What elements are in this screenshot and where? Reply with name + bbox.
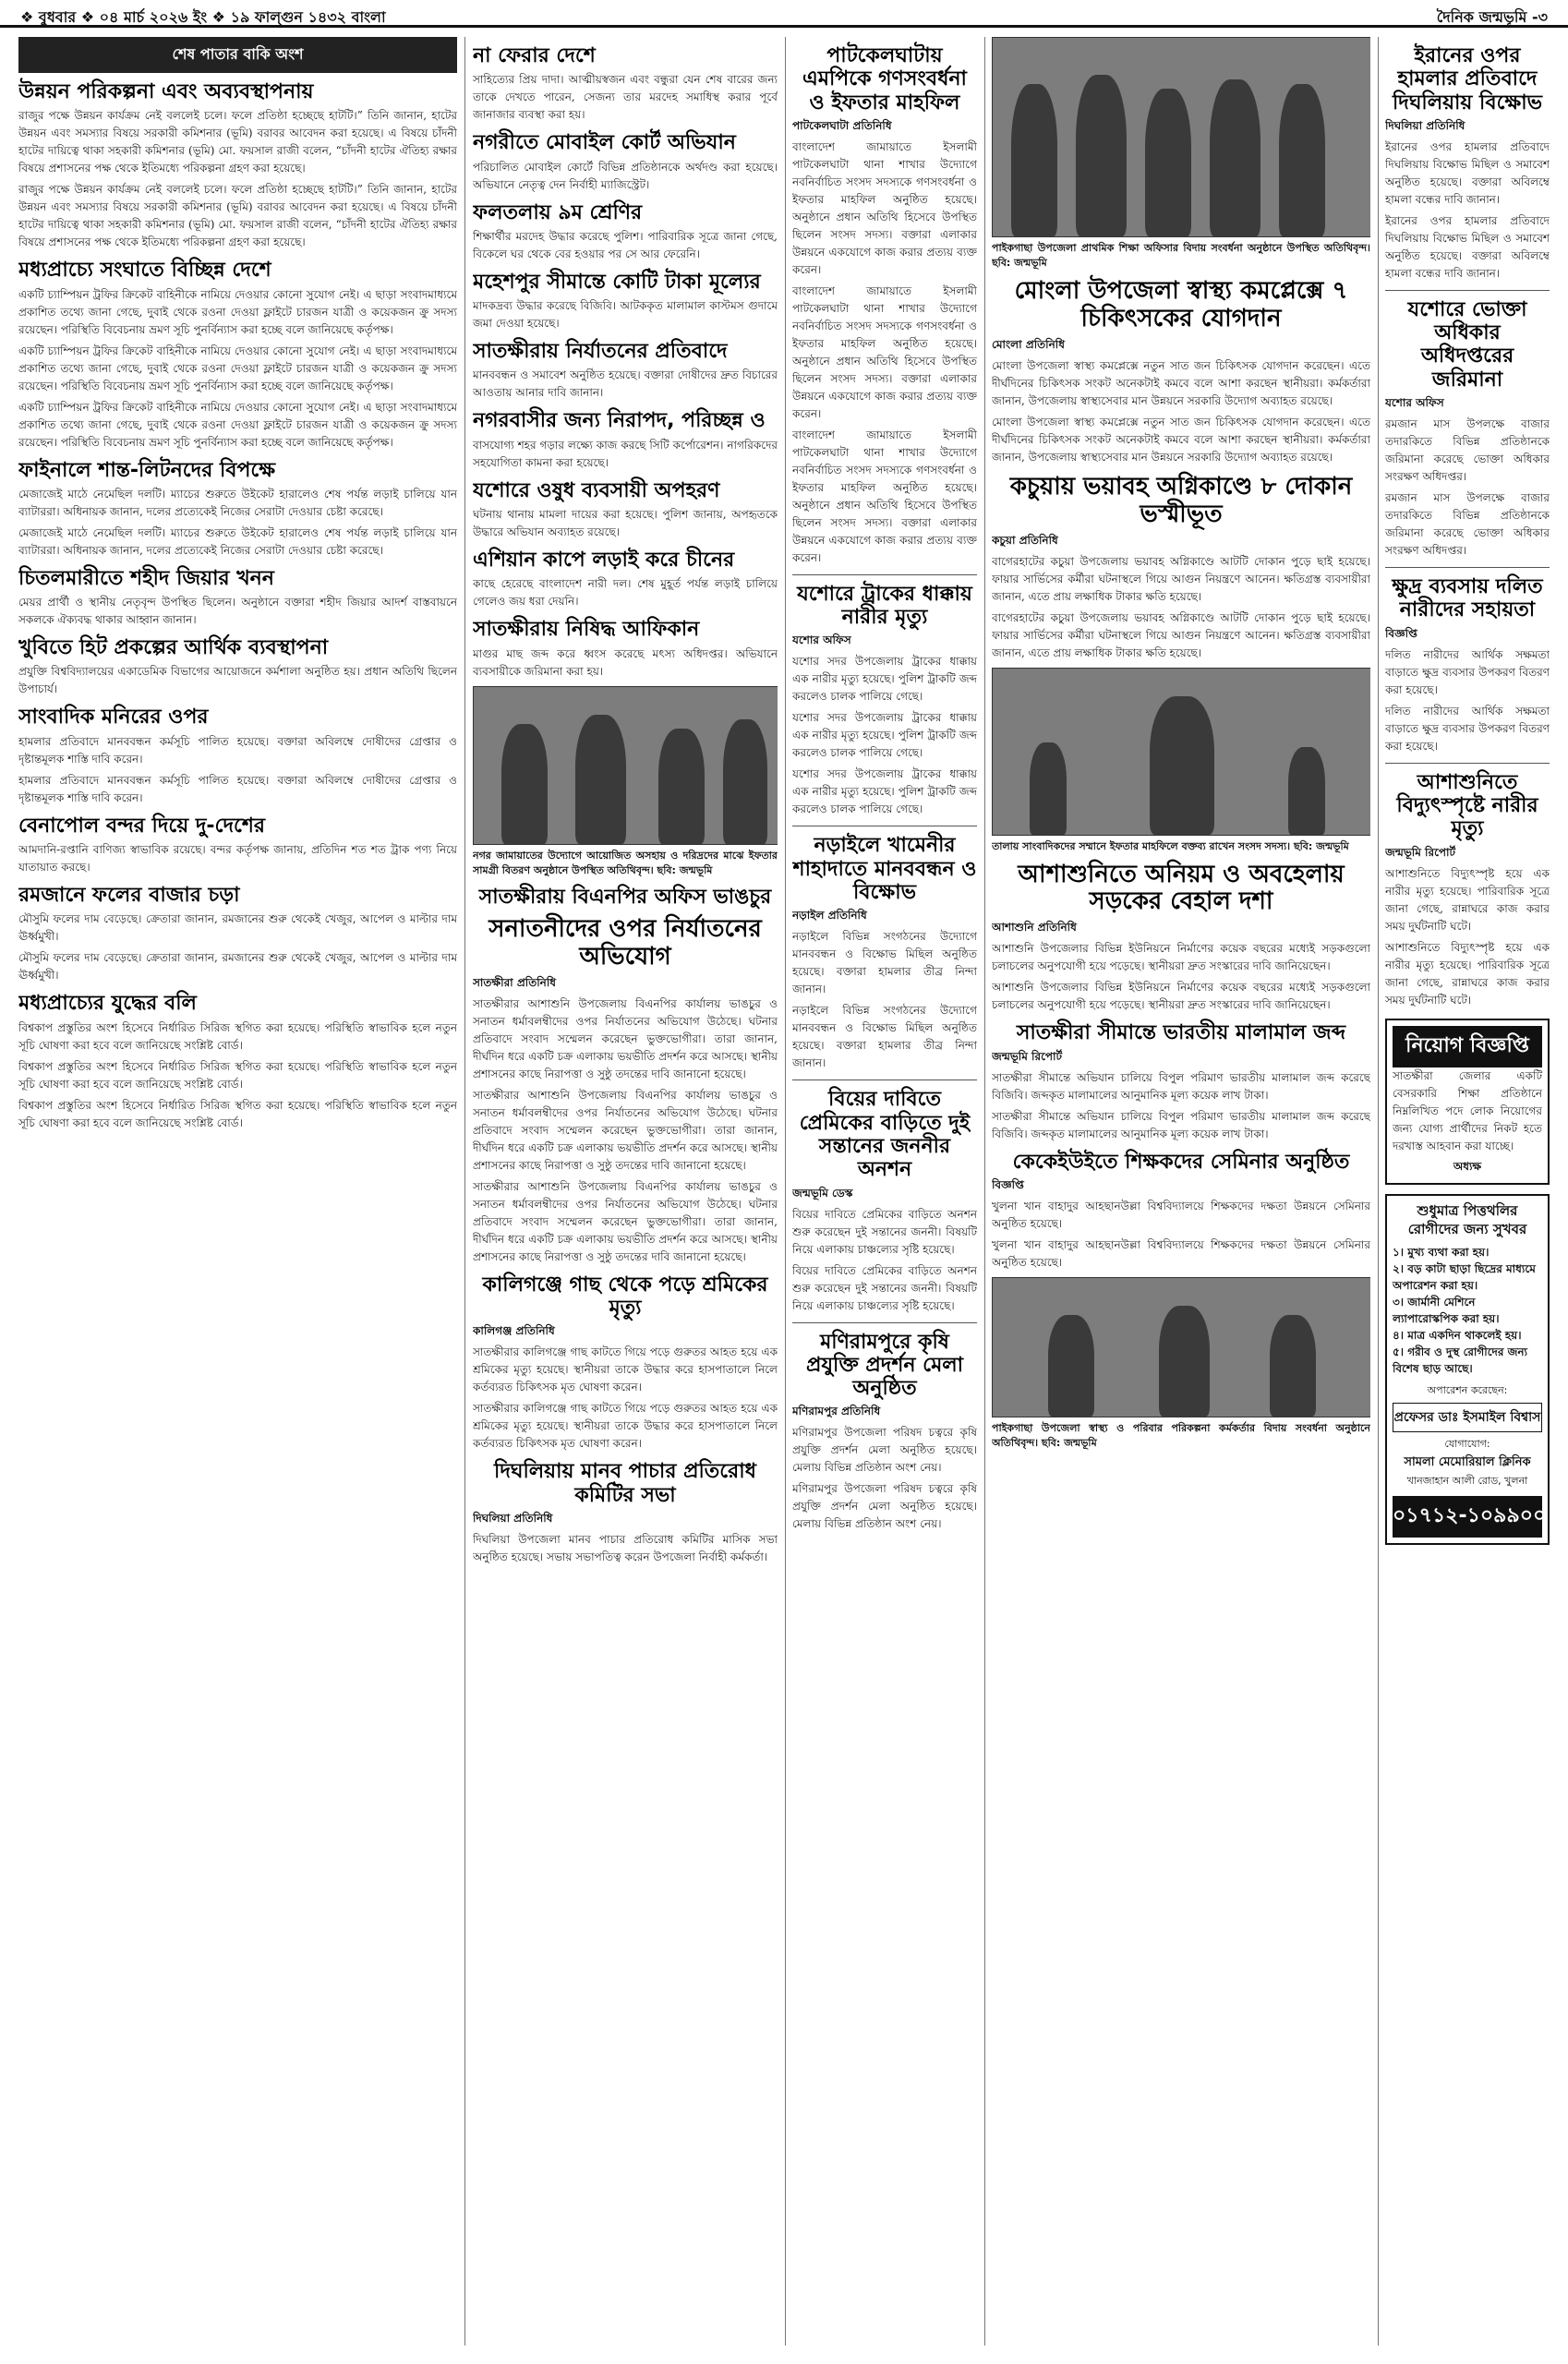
page-header xyxy=(0,0,1568,28)
headline[interactable]: কচুয়ায় ভয়াবহ অগ্নিকাণ্ডে ৮ দোকান ভস্মীভূত xyxy=(1009,472,1353,528)
article-body: যশোর সদর উপজেলায় ট্রাকের ধাক্কায় এক নারীর মৃত্যু হয়েছে। পুলিশ ট্রাকটি জব্দ করলেও চালক পালিয়ে গেছে। xyxy=(792,711,977,760)
column-4 xyxy=(992,37,1370,2346)
article-body: মেজাজেই মাঠে নেমেছিল দলটি। ম্যাচের শুরুতে উইকেট হারালেও শেষ পর্যন্ত লড়াই চালিয়ে যান ব্যাটাররা। অধিনায়ক জানান, দলের প্রত্যেকেই নিজের সেরাটা দেওয়ার চেষ্টা করেছে। xyxy=(18,487,457,518)
ad-address: খানজাহান আলী রোড, খুলনা xyxy=(1406,1474,1528,1487)
article-body: দলিত নারীদের আর্থিক সক্ষমতা বাড়াতে ক্ষুদ্র ব্যবসার উপকরণ বিতরণ করা হয়েছে। xyxy=(1385,647,1550,696)
reporter: নড়াইল প্রতিনিধি xyxy=(792,909,867,923)
section-band: শেষ পাতার বাকি অংশ xyxy=(18,37,457,73)
article-body: বিশ্বকাপ প্রস্তুতির অংশ হিসেবে নির্ধারিত সিরিজ স্থগিত করা হয়েছে। পরিস্থিতি স্বাভাবিক হলে নতুন সূচি ঘোষণা করা হবে বলে জানিয়েছে সংশ্লিষ্ট বোর্ড। xyxy=(18,1020,457,1052)
headline[interactable]: ক্ষুদ্র ব্যবসায় দলিত নারীদের সহায়তা xyxy=(1392,575,1543,622)
photo-caption: পাইকগাছা উপজেলা স্বাস্থ্য ও পরিবার পরিকল্পনা কর্মকর্তার বিদায় সংবর্ধনা অনুষ্ঠানে অতিথিবৃন্দ। ছবি: জন্মভূমি xyxy=(992,1421,1370,1449)
divider xyxy=(1385,763,1550,764)
headline[interactable]: সাতক্ষীরায় নিষিদ্ধ আফিকান xyxy=(473,618,700,642)
headline[interactable]: বেনাপোল বন্দর দিয়ে দু-দেশের xyxy=(18,814,265,838)
divider xyxy=(792,574,977,575)
headline[interactable]: যশোরে ভোক্তা অধিকার অধিদপ্তরের জরিমানা xyxy=(1407,297,1527,392)
headline[interactable]: সাতক্ষীরা সীমান্তে ভারতীয় মালামাল জব্দ xyxy=(1016,1021,1346,1045)
article-body: খুলনা খান বাহাদুর আহছানউল্লা বিশ্ববিদ্যালয়ে শিক্ষকদের দক্ষতা উন্নয়নে সেমিনার অনুষ্ঠিত হয়েছে। xyxy=(992,1199,1370,1230)
headline[interactable]: ফলতলায় ৯ম শ্রেণির xyxy=(473,200,643,224)
ad-by-label: অপারেশন করেছেন: xyxy=(1427,1383,1508,1396)
reporter: সাতক্ষীরা প্রতিনিধি xyxy=(473,975,556,989)
article-body: একটি চ্যাম্পিয়ন ট্রফির ক্রিকেট বাহিনীকে নামিয়ে দেওয়ার কোনো সুযোগ নেই। এ ছাড়া সংবাদমাধ্যমে প্রকাশিত তথ্যে জানা গেছে, দুবাই থেকে রওনা দেওয়া ফ্লাইটে চারজন যাত্রী ও কয়েকজন ক্রু সদস্য রয়েছেন। পরিস্থিতি বিবেচনায় ভ্রমণ সূচি পুনর্বিন্যাস করা হচ্ছে বলে জানিয়েছে কর্তৃপক্ষ। xyxy=(18,287,457,336)
article-body: আশাশুনি উপজেলার বিভিন্ন ইউনিয়নে নির্মাণের কয়েক বছরের মধ্যেই সড়কগুলো চলাচলের অনুপযোগী হয়ে পড়েছে। স্থানীয়রা দ্রুত সংস্কারের দাবি জানিয়েছেন। xyxy=(992,981,1370,1012)
headline[interactable]: সাতক্ষীরায় বিএনপির অফিস ভাঙচুর xyxy=(478,885,772,909)
reporter: যশোর অফিস xyxy=(792,633,851,647)
ad-list-item: ২। বড় কাটা ছাড়া ছিদ্রের মাধ্যমে অপারেশন করা হয়। xyxy=(1393,1261,1536,1292)
ad-clinic: সামলা মেমোরিয়াল ক্লিনিক xyxy=(1404,1454,1531,1469)
column-1 xyxy=(18,37,457,2346)
article-body: বাগেরহাটের কচুয়া উপজেলায় ভয়াবহ অগ্নিকাণ্ডে আটটি দোকান পুড়ে ছাই হয়েছে। ফায়ার সার্ভিসের কর্মীরা ঘটনাস্থলে গিয়ে আগুন নিয়ন্ত্রণে আনেন। ক্ষতিগ্রস্ত ব্যবসায়ীরা জানান, এতে প্রায় লক্ষাধিক টাকার ক্ষতি হয়েছে। xyxy=(992,610,1370,659)
headline[interactable]: না ফেরার দেশে xyxy=(473,44,596,67)
headline[interactable]: মহেশপুর সীমান্তে কোটি টাকা মূল্যের xyxy=(473,270,761,294)
article-body: ইরানের ওপর হামলার প্রতিবাদে দিঘলিয়ায় বিক্ষোভ মিছিল ও সমাবেশ অনুষ্ঠিত হয়েছে। বক্তারা অবিলম্বে হামলা বন্ধের দাবি জানান। xyxy=(1385,139,1550,206)
article-body: সাতক্ষীরা সীমান্তে অভিযান চালিয়ে বিপুল পরিমাণ ভারতীয় মালামাল জব্দ করেছে বিজিবি। জব্দকৃত মালামালের আনুমানিক মূল্য কয়েক লাখ টাকা। xyxy=(992,1070,1370,1102)
headline[interactable]: খুবিতে হিট প্রকল্পের আর্থিক ব্যবস্থাপনা xyxy=(18,636,329,660)
headline[interactable]: যশোরে ট্রাকের ধাক্কায় নারীর মৃত্যু xyxy=(797,582,972,630)
article-body: প্রযুক্তি বিশ্ববিদ্যালয়ের একাডেমিক বিভাগের আয়োজনে কর্মশালা অনুষ্ঠিত হয়। প্রধান অতিথি ছিলেন উপাচার্য। xyxy=(18,665,457,696)
article-body: রাজুর পক্ষে উন্নয়ন কার্যক্রম নেই বললেই চলে। ফলে প্রতিষ্ঠা হচ্ছেছে হাটটি।” তিনি জানান, হাটের উন্নয়ন এবং সমস্যার বিষয়ে সরকারী কমিশনার (ভূমি) বরাবর আবেদন করা হয়েছে। এ বিষয়ে চাঁদনী হাটের দায়িত্বে থাকা সহকারী কমিশনার (ভূমি) মো. ফয়সাল রাজী বলেন, “চাঁদনী হাটের ঐতিহ্য রক্ষার বিষয়ে প্রশাসনের পক্ষ থেকে ইতিমধ্যে পরিকল্পনা গ্রহণ করা হয়েছে। xyxy=(18,109,457,175)
reporter: মোংলা প্রতিনিধি xyxy=(992,337,1065,351)
article-body: বিশ্বকাপ প্রস্তুতির অংশ হিসেবে নির্ধারিত সিরিজ স্থগিত করা হয়েছে। পরিস্থিতি স্বাভাবিক হলে নতুন সূচি ঘোষণা করা হবে বলে জানিয়েছে সংশ্লিষ্ট বোর্ড। xyxy=(18,1098,457,1129)
photo-caption: পাইকগাছা উপজেলা প্রাথমিক শিক্ষা অফিসার বিদায় সংবর্ধনা অনুষ্ঠানে উপস্থিত অতিথিবৃন্দ। ছবি: জন্মভূমি xyxy=(992,242,1370,269)
headline[interactable]: মধ্যপ্রাচ্যে সংঘাতে বিচ্ছিন্ন দেশে xyxy=(18,259,271,283)
article-body: মাগুর মাছ জব্দ করে ধ্বংস করেছে মৎস্য অধিদপ্তর। অভিযানে ব্যবসায়ীকে জরিমানা করা হয়। xyxy=(473,646,778,678)
headline[interactable]: মধ্যপ্রাচ্যের যুদ্ধের বলি xyxy=(18,992,197,1016)
article-body: শিক্ষার্থীর মরদেহ উদ্ধার করেছে পুলিশ। পারিবারিক সূত্রে জানা গেছে, বিকেলে ঘর থেকে বের হওয়ার পর সে আর ফেরেনি। xyxy=(473,229,778,260)
article-body: মেয়র প্রার্থী ও স্থানীয় নেতৃবৃন্দ উপস্থিত ছিলেন। অনুষ্ঠানে বক্তারা শহীদ জিয়ার আদর্শ বাস্তবায়নে সকলকে ঐক্যবদ্ধ থাকার আহ্বান জানান। xyxy=(18,596,457,627)
column-divider xyxy=(464,37,465,2346)
ad-signature: অধ্যক্ষ xyxy=(1453,1159,1482,1173)
photo-caption: নগর জামায়াতের উদ্যোগে আয়োজিত অসহায় ও দরিদ্রদের মাঝে ইফতার সামগ্রী বিতরণ অনুষ্ঠানে উপস্থিত অতিথিবৃন্দ। ছবি: জন্মভূমি xyxy=(473,849,778,876)
article-body: সাতক্ষীরার আশাশুনি উপজেলায় বিএনপির কার্যালয় ভাঙচুর ও সনাতন ধর্মাবলম্বীদের ওপর নির্যাতনের অভিযোগ উঠেছে। ঘটনার প্রতিবাদে সংবাদ সম্মেলন করেছেন ভুক্তভোগীরা। তারা জানান, দীর্ঘদিন ধরে একটি চক্র এলাকায় ভয়ভীতি প্রদর্শন করে আসছে। স্থানীয় প্রশাসনের কাছে নিরাপত্তা ও সুষ্ঠু তদন্তের দাবি জানানো হয়েছে। xyxy=(473,1179,778,1263)
article-body: মৌসুমি ফলের দাম বেড়েছে। ক্রেতারা জানান, রমজানের শুরু থেকেই খেজুর, আপেল ও মাল্টার দাম ঊর্ধ্বমুখী। xyxy=(18,912,457,944)
reporter: দিঘলিয়া প্রতিনিধি xyxy=(473,1511,553,1525)
headline[interactable]: বিয়ের দাবিতে প্রেমিকের বাড়িতে দুই সন্তানের জননীর অনশন xyxy=(799,1088,971,1182)
column-5 xyxy=(1385,37,1550,2346)
article-body: রমজান মাস উপলক্ষে বাজার তদারকিতে বিভিন্ন প্রতিষ্ঠানকে জরিমানা করেছে ভোক্তা অধিকার সংরক্ষণ অধিদপ্তর। xyxy=(1385,491,1550,558)
article-body: নড়াইলে বিভিন্ন সংগঠনের উদ্যোগে মানববন্ধন ও বিক্ষোভ মিছিল অনুষ্ঠিত হয়েছে। বক্তারা হামলার তীব্র নিন্দা জানান। xyxy=(792,930,977,996)
reporter: কচুয়া প্রতিনিধি xyxy=(992,533,1058,547)
headline[interactable]: ফাইনালে শান্ত-লিটনদের বিপক্ষে xyxy=(18,458,276,482)
article-body: মোংলা উপজেলা স্বাস্থ্য কমপ্লেক্সে নতুন সাত জন চিকিৎসক যোগদান করেছেন। এতে দীর্ঘদিনের চিকিৎসক সংকট অনেকটাই কমবে বলে আশা করছেন স্থানীয়রা। কর্মকর্তারা জানান, উপজেলায় স্বাস্থ্যসেবার মান উন্নয়নে সরকারি উদ্যোগ অব্যাহত রয়েছে। xyxy=(992,358,1370,407)
news-photo xyxy=(992,1277,1370,1417)
divider xyxy=(792,1079,977,1080)
column-divider xyxy=(1378,37,1379,2346)
article-body: মৌসুমি ফলের দাম বেড়েছে। ক্রেতারা জানান, রমজানের শুরু থেকেই খেজুর, আপেল ও মাল্টার দাম ঊর্ধ্বমুখী। xyxy=(18,951,457,983)
headline[interactable]: চিতলমারীতে শহীদ জিয়ার খনন xyxy=(18,566,274,590)
headline[interactable]: উন্নয়ন পরিকল্পনা এবং অব্যবস্থাপনায় xyxy=(18,80,314,103)
article-body: হামলার প্রতিবাদে মানববন্ধন কর্মসূচি পালিত হয়েছে। বক্তারা অবিলম্বে দোষীদের গ্রেপ্তার ও দৃষ্টান্তমূলক শাস্তি দাবি করেন। xyxy=(18,734,457,766)
headline[interactable]: নগরীতে মোবাইল কোর্ট অভিযান xyxy=(473,131,736,155)
column-3 xyxy=(792,37,977,2346)
article-body: রমজান মাস উপলক্ষে বাজার তদারকিতে বিভিন্ন প্রতিষ্ঠানকে জরিমানা করেছে ভোক্তা অধিকার সংরক্ষণ অধিদপ্তর। xyxy=(1385,417,1550,484)
clinic-ad xyxy=(1385,1194,1550,1545)
article-body: কাছে হেরেছে বাংলাদেশ নারী দল। শেষ মুহূর্ত পর্যন্ত লড়াই চালিয়ে গেলেও জয় ধরা দেয়নি। xyxy=(473,577,778,609)
reporter: দিঘলিয়া প্রতিনিধি xyxy=(1385,118,1465,132)
article-body: বিয়ের দাবিতে প্রেমিকের বাড়িতে অনশন শুরু করেছেন দুই সন্তানের জননী। বিষয়টি নিয়ে এলাকায় চাঞ্চল্যের সৃষ্টি হয়েছে। xyxy=(792,1207,977,1256)
ad-list xyxy=(1393,1244,1542,1377)
reporter: জন্মভূমি রিপোর্ট xyxy=(992,1049,1063,1063)
headline[interactable]: সাংবাদিক মনিরের ওপর xyxy=(18,706,209,730)
ad-title: নিয়োগ বিজ্ঞপ্তি xyxy=(1393,1026,1542,1067)
article-body: মানববন্ধন ও সমাবেশ অনুষ্ঠিত হয়েছে। বক্তারা দোষীদের দ্রুত বিচারের আওতায় আনার দাবি জানান। xyxy=(473,368,778,400)
article-body: মোংলা উপজেলা স্বাস্থ্য কমপ্লেক্সে নতুন সাত জন চিকিৎসক যোগদান করেছেন। এতে দীর্ঘদিনের চিকিৎসক সংকট অনেকটাই কমবে বলে আশা করছেন স্থানীয়রা। কর্মকর্তারা জানান, উপজেলায় স্বাস্থ্যসেবার মান উন্নয়নে সরকারি উদ্যোগ অব্যাহত রয়েছে। xyxy=(992,415,1370,464)
article-body: সাহিত্যের প্রিয় দাদা। আত্মীয়স্বজন এবং বন্ধুরা যেন শেষ বারের জন্য তাকে দেখতে পারেন, সেজন্য তার মরদেহ সমাধিস্থ করার পূর্বে জানাজার ব্যবস্থা করা হয়। xyxy=(473,73,778,122)
article-body: মণিরামপুর উপজেলা পরিষদ চত্বরে কৃষি প্রযুক্তি প্রদর্শন মেলা অনুষ্ঠিত হয়েছে। মেলায় বিভিন্ন প্রতিষ্ঠান অংশ নেয়। xyxy=(792,1426,977,1475)
ad-list-item: ৪। মাত্র একদিন থাকলেই হয়। xyxy=(1393,1328,1522,1342)
job-notice-ad xyxy=(1385,1019,1550,1185)
news-photo xyxy=(992,668,1370,836)
reporter: বিজ্ঞপ্তি xyxy=(992,1177,1024,1191)
paper-name: দৈনিক জন্মভূমি -৩ xyxy=(1436,8,1548,26)
news-photo xyxy=(992,37,1370,237)
divider xyxy=(1385,567,1550,568)
article-body: বাংলাদেশ জামায়াতে ইসলামী পাটকেলঘাটা থানা শাখার উদ্যোগে নবনির্বাচিত সংসদ সদস্যকে গণসংবর্ধনা ও ইফতার মাহফিল অনুষ্ঠিত হয়েছে। অনুষ্ঠানে প্রধান অতিথি হিসেবে উপস্থিত ছিলেন সংসদ সদস্য। বক্তারা এলাকার উন্নয়নে একযোগে কাজ করার প্রত্যয় ব্যক্ত করেন। xyxy=(792,283,977,420)
ad-text: সাতক্ষীরা জেলার একটি বেসরকারি শিক্ষা প্রতিষ্ঠানে নিম্নলিখিত পদে লোক নিয়োগের জন্য যোগ্য প্রার্থীদের নিকট হতে দরখাস্ত আহবান করা যাচ্ছে। xyxy=(1393,1068,1542,1152)
headline[interactable]: আশাশুনিতে অনিয়ম ও অবহেলায় সড়কের বেহাল দশা xyxy=(1018,860,1345,916)
ad-list-item: ৩। জার্মানী মেশিনে ল্যাপারোস্কপিক করা হয়। xyxy=(1393,1295,1500,1325)
article-body: ইরানের ওপর হামলার প্রতিবাদে দিঘলিয়ায় বিক্ষোভ মিছিল ও সমাবেশ অনুষ্ঠিত হয়েছে। বক্তারা অবিলম্বে হামলা বন্ধের দাবি জানান। xyxy=(1385,213,1550,280)
headline[interactable]: আশাশুনিতে বিদ্যুৎস্পৃষ্টে নারীর মৃত্যু xyxy=(1396,770,1538,841)
article-body: বাসযোগ্য শহর গড়ার লক্ষ্যে কাজ করছে সিটি কর্পোরেশন। নাগরিকদের সহযোগিতা কামনা করা হয়েছে। xyxy=(473,438,778,469)
article-body: বিয়ের দাবিতে প্রেমিকের বাড়িতে অনশন শুরু করেছেন দুই সন্তানের জননী। বিষয়টি নিয়ে এলাকায় চাঞ্চল্যের সৃষ্টি হয়েছে। xyxy=(792,1263,977,1312)
ad-title: শুধুমাত্র পিত্তথলির রোগীদের জন্য সুখবর xyxy=(1407,1201,1527,1237)
reporter: বিজ্ঞপ্তি xyxy=(1385,626,1417,640)
ad-list-item: ১। মুখ্য ব্যথা করা হয়। xyxy=(1393,1245,1490,1259)
article-body: যশোর সদর উপজেলায় ট্রাকের ধাক্কায় এক নারীর মৃত্যু হয়েছে। পুলিশ ট্রাকটি জব্দ করলেও চালক পালিয়ে গেছে। xyxy=(792,655,977,704)
reporter: কালিগঞ্জ প্রতিনিধি xyxy=(473,1324,555,1338)
headline[interactable]: সনাতনীদের ওপর নির্যাতনের অভিযোগ xyxy=(488,914,762,971)
headline[interactable]: পাটকেলঘাটায় এমপিকে গণসংবর্ধনা ও ইফতার মাহফিল xyxy=(802,44,967,115)
article-body: বাংলাদেশ জামায়াতে ইসলামী পাটকেলঘাটা থানা শাখার উদ্যোগে নবনির্বাচিত সংসদ সদস্যকে গণসংবর্ধনা ও ইফতার মাহফিল অনুষ্ঠিত হয়েছে। অনুষ্ঠানে প্রধান অতিথি হিসেবে উপস্থিত ছিলেন সংসদ সদস্য। বক্তারা এলাকার উন্নয়নে একযোগে কাজ করার প্রত্যয় ব্যক্ত করেন। xyxy=(792,428,977,564)
headline[interactable]: সাতক্ষীরায় নির্যাতনের প্রতিবাদে xyxy=(473,340,728,364)
reporter: জন্মভূমি ডেস্ক xyxy=(792,1186,853,1200)
headline[interactable]: এশিয়ান কাপে লড়াই করে চীনের xyxy=(473,549,735,573)
ad-doctor: প্রফেসর ডাঃ ইসমাইল বিশ্বাস xyxy=(1393,1403,1542,1432)
article-body: সাতক্ষীরার আশাশুনি উপজেলায় বিএনপির কার্যালয় ভাঙচুর ও সনাতন ধর্মাবলম্বীদের ওপর নির্যাতনের অভিযোগ উঠেছে। ঘটনার প্রতিবাদে সংবাদ সম্মেলন করেছেন ভুক্তভোগীরা। তারা জানান, দীর্ঘদিন ধরে একটি চক্র এলাকায় ভয়ভীতি প্রদর্শন করে আসছে। স্থানীয় প্রশাসনের কাছে নিরাপত্তা ও সুষ্ঠু তদন্তের দাবি জানানো হয়েছে। xyxy=(473,1088,778,1172)
headline[interactable]: নগরবাসীর জন্য নিরাপদ, পরিচ্ছন্ন ও xyxy=(473,409,766,433)
reporter: যশোর অফিস xyxy=(1385,396,1444,410)
article-body: পরিচালিত মোবাইল কোর্টে বিভিন্ন প্রতিষ্ঠানকে অর্থদণ্ড করা হয়েছে। অভিযানে নেতৃত্ব দেন নির্বাহী ম্যাজিস্ট্রেট। xyxy=(473,160,778,191)
article-body: আশাশুনি উপজেলার বিভিন্ন ইউনিয়নে নির্মাণের কয়েক বছরের মধ্যেই সড়কগুলো চলাচলের অনুপযোগী হয়ে পড়েছে। স্থানীয়রা দ্রুত সংস্কারের দাবি জানিয়েছেন। xyxy=(992,942,1370,973)
article-body: হামলার প্রতিবাদে মানববন্ধন কর্মসূচি পালিত হয়েছে। বক্তারা অবিলম্বে দোষীদের গ্রেপ্তার ও দৃষ্টান্তমূলক শাস্তি দাবি করেন। xyxy=(18,773,457,804)
article-body: বিশ্বকাপ প্রস্তুতির অংশ হিসেবে নির্ধারিত সিরিজ স্থগিত করা হয়েছে। পরিস্থিতি স্বাভাবিক হলে নতুন সূচি ঘোষণা করা হবে বলে জানিয়েছে সংশ্লিষ্ট বোর্ড। xyxy=(18,1059,457,1091)
headline[interactable]: কালিগঞ্জে গাছ থেকে পড়ে শ্রমিকের মৃত্যু xyxy=(482,1272,768,1321)
article-body: আমদানি-রপ্তানি বাণিজ্য স্বাভাবিক রয়েছে। বন্দর কর্তৃপক্ষ জানায়, প্রতিদিন শত শত ট্রাক পণ্য নিয়ে যাতায়াত করছে। xyxy=(18,843,457,874)
headline[interactable]: মোংলা উপজেলা স্বাস্থ্য কমপ্লেক্সে ৭ চিকিৎসকের যোগদান xyxy=(1014,277,1348,332)
ad-list-item: ৫। গরীব ও দুস্থ রোগীদের জন্য বিশেষ ছাড় আছে। xyxy=(1393,1345,1527,1375)
reporter: পাটকেলঘাটা প্রতিনিধি xyxy=(792,118,892,132)
headline[interactable]: ইরানের ওপর হামলার প্রতিবাদে দিঘলিয়ায় বিক্ষোভ xyxy=(1392,44,1543,115)
column-2 xyxy=(473,37,778,2346)
article-body: একটি চ্যাম্পিয়ন ট্রফির ক্রিকেট বাহিনীকে নামিয়ে দেওয়ার কোনো সুযোগ নেই। এ ছাড়া সংবাদমাধ্যমে প্রকাশিত তথ্যে জানা গেছে, দুবাই থেকে রওনা দেওয়া ফ্লাইটে চারজন যাত্রী ও কয়েকজন ক্রু সদস্য রয়েছেন। পরিস্থিতি বিবেচনায় ভ্রমণ সূচি পুনর্বিন্যাস করা হচ্ছে বলে জানিয়েছে কর্তৃপক্ষ। xyxy=(18,344,457,392)
ad-contact-label: যোগাযোগ: xyxy=(1444,1437,1490,1450)
headline[interactable]: কেকেইউইতে শিক্ষকদের সেমিনার অনুষ্ঠিত xyxy=(1012,1150,1350,1174)
ad-phone[interactable]: ০১৭১২-১০৯৯০০ xyxy=(1393,1496,1542,1538)
column-divider xyxy=(785,37,786,2346)
article-body: একটি চ্যাম্পিয়ন ট্রফির ক্রিকেট বাহিনীকে নামিয়ে দেওয়ার কোনো সুযোগ নেই। এ ছাড়া সংবাদমাধ্যমে প্রকাশিত তথ্যে জানা গেছে, দুবাই থেকে রওনা দেওয়া ফ্লাইটে চারজন যাত্রী ও কয়েকজন ক্রু সদস্য রয়েছেন। পরিস্থিতি বিবেচনায় ভ্রমণ সূচি পুনর্বিন্যাস করা হচ্ছে বলে জানিয়েছে কর্তৃপক্ষ। xyxy=(18,400,457,449)
article-body: দিঘলিয়া উপজেলা মানব পাচার প্রতিরোধ কমিটির মাসিক সভা অনুষ্ঠিত হয়েছে। সভায় সভাপতিত্ব করেন উপজেলা নির্বাহী কর্মকর্তা। xyxy=(473,1532,778,1563)
article-body: মেজাজেই মাঠে নেমেছিল দলটি। ম্যাচের শুরুতে উইকেট হারালেও শেষ পর্যন্ত লড়াই চালিয়ে যান ব্যাটাররা। অধিনায়ক জানান, দলের প্রত্যেকেই নিজের সেরাটা দেওয়ার চেষ্টা করেছে। xyxy=(18,525,457,557)
article-body: মাদকদ্রব্য উদ্ধার করেছে বিজিবি। আটককৃত মালামাল কাস্টমস গুদামে জমা দেওয়া হয়েছে। xyxy=(473,299,778,331)
headline[interactable]: মণিরামপুরে কৃষি প্রযুক্তি প্রদর্শন মেলা অনুষ্ঠিত xyxy=(805,1330,964,1401)
photo-caption: তালায় সাংবাদিকদের সম্মানে ইফতার মাহফিলে বক্তব্য রাখেন সংসদ সদস্য। ছবি: জন্মভূমি xyxy=(992,839,1349,852)
article-body: আশাশুনিতে বিদ্যুৎস্পৃষ্ট হয়ে এক নারীর মৃত্যু হয়েছে। পারিবারিক সূত্রে জানা গেছে, রান্নাঘরে কাজ করার সময় দুর্ঘটনাটি ঘটে। xyxy=(1385,940,1550,1007)
article-body: রাজুর পক্ষে উন্নয়ন কার্যক্রম নেই বললেই চলে। ফলে প্রতিষ্ঠা হচ্ছেছে হাটটি।” তিনি জানান, হাটের উন্নয়ন এবং সমস্যার বিষয়ে সরকারী কমিশনার (ভূমি) বরাবর আবেদন করা হয়েছে। এ বিষয়ে চাঁদনী হাটের দায়িত্বে থাকা সহকারী কমিশনার (ভূমি) মো. ফয়সাল রাজী বলেন, “চাঁদনী হাটের ঐতিহ্য রক্ষার বিষয়ে প্রশাসনের পক্ষ থেকে ইতিমধ্যে পরিকল্পনা গ্রহণ করা হয়েছে। xyxy=(18,183,457,249)
article-body: সাতক্ষীরার আশাশুনি উপজেলায় বিএনপির কার্যালয় ভাঙচুর ও সনাতন ধর্মাবলম্বীদের ওপর নির্যাতনের অভিযোগ উঠেছে। ঘটনার প্রতিবাদে সংবাদ সম্মেলন করেছেন ভুক্তভোগীরা। তারা জানান, দীর্ঘদিন ধরে একটি চক্র এলাকায় ভয়ভীতি প্রদর্শন করে আসছে। স্থানীয় প্রশাসনের কাছে নিরাপত্তা ও সুষ্ঠু তদন্তের দাবি জানানো হয়েছে। xyxy=(473,996,778,1080)
headline[interactable]: দিঘলিয়ায় মানব পাচার প্রতিরোধ কমিটির সভা xyxy=(494,1460,756,1507)
article-body: আশাশুনিতে বিদ্যুৎস্পৃষ্ট হয়ে এক নারীর মৃত্যু হয়েছে। পারিবারিক সূত্রে জানা গেছে, রান্নাঘরে কাজ করার সময় দুর্ঘটনাটি ঘটে। xyxy=(1385,866,1550,933)
article-body: বাংলাদেশ জামায়াতে ইসলামী পাটকেলঘাটা থানা শাখার উদ্যোগে নবনির্বাচিত সংসদ সদস্যকে গণসংবর্ধনা ও ইফতার মাহফিল অনুষ্ঠিত হয়েছে। অনুষ্ঠানে প্রধান অতিথি হিসেবে উপস্থিত ছিলেন সংসদ সদস্য। বক্তারা এলাকার উন্নয়নে একযোগে কাজ করার প্রত্যয় ব্যক্ত করেন। xyxy=(792,139,977,276)
headline[interactable]: যশোরে ওষুধ ব্যবসায়ী অপহরণ xyxy=(473,478,720,502)
article-body: মণিরামপুর উপজেলা পরিষদ চত্বরে কৃষি প্রযুক্তি প্রদর্শন মেলা অনুষ্ঠিত হয়েছে। মেলায় বিভিন্ন প্রতিষ্ঠান অংশ নেয়। xyxy=(792,1482,977,1531)
headline[interactable]: নড়াইলে খামেনীর শাহাদাতে মানববন্ধন ও বিক্ষোভ xyxy=(792,834,977,905)
article-body: সাতক্ষীরার কালিগঞ্জে গাছ কাটতে গিয়ে পড়ে গুরুতর আহত হয়ে এক শ্রমিকের মৃত্যু হয়েছে। স্থানীয়রা তাকে উদ্ধার করে হাসপাতালে নিলে কর্তব্যরত চিকিৎসক মৃত ঘোষণা করেন। xyxy=(473,1402,778,1451)
article-body: দলিত নারীদের আর্থিক সক্ষমতা বাড়াতে ক্ষুদ্র ব্যবসার উপকরণ বিতরণ করা হয়েছে। xyxy=(1385,704,1550,753)
news-photo xyxy=(473,686,778,845)
article-body: বাগেরহাটের কচুয়া উপজেলায় ভয়াবহ অগ্নিকাণ্ডে আটটি দোকান পুড়ে ছাই হয়েছে। ফায়ার সার্ভিসের কর্মীরা ঘটনাস্থলে গিয়ে আগুন নিয়ন্ত্রণে আনেন। ক্ষতিগ্রস্ত ব্যবসায়ীরা জানান, এতে প্রায় লক্ষাধিক টাকার ক্ষতি হয়েছে। xyxy=(992,554,1370,603)
article-body: ঘটনায় থানায় মামলা দায়ের করা হয়েছে। পুলিশ জানায়, অপহৃতকে উদ্ধারে অভিযান অব্যাহত রয়েছে। xyxy=(473,508,778,539)
article-body: যশোর সদর উপজেলায় ট্রাকের ধাক্কায় এক নারীর মৃত্যু হয়েছে। পুলিশ ট্রাকটি জব্দ করলেও চালক পালিয়ে গেছে। xyxy=(792,767,977,816)
article-body: নড়াইলে বিভিন্ন সংগঠনের উদ্যোগে মানববন্ধন ও বিক্ষোভ মিছিল অনুষ্ঠিত হয়েছে। বক্তারা হামলার তীব্র নিন্দা জানান। xyxy=(792,1004,977,1070)
column-divider xyxy=(984,37,985,2346)
headline[interactable]: রমজানে ফলের বাজার চড়া xyxy=(18,884,240,908)
date-line: ❖ বুধবার ❖ ০৪ মার্চ ২০২৬ ইং ❖ ১৯ ফাল্গুন ১৪৩২ বাংলা xyxy=(20,8,386,26)
reporter: আশাশুনি প্রতিনিধি xyxy=(992,921,1077,935)
article-body: সাতক্ষীরার কালিগঞ্জে গাছ কাটতে গিয়ে পড়ে গুরুতর আহত হয়ে এক শ্রমিকের মৃত্যু হয়েছে। স্থানীয়রা তাকে উদ্ধার করে হাসপাতালে নিলে কর্তব্যরত চিকিৎসক মৃত ঘোষণা করেন। xyxy=(473,1345,778,1394)
reporter: মণিরামপুর প্রতিনিধি xyxy=(792,1405,881,1418)
divider xyxy=(1385,290,1550,291)
reporter: জন্মভূমি রিপোর্ট xyxy=(1385,845,1456,859)
article-body: খুলনা খান বাহাদুর আহছানউল্লা বিশ্ববিদ্যালয়ে শিক্ষকদের দক্ষতা উন্নয়নে সেমিনার অনুষ্ঠিত হয়েছে। xyxy=(992,1237,1370,1269)
article-body: সাতক্ষীরা সীমান্তে অভিযান চালিয়ে বিপুল পরিমাণ ভারতীয় মালামাল জব্দ করেছে বিজিবি। জব্দকৃত মালামালের আনুমানিক মূল্য কয়েক লাখ টাকা। xyxy=(992,1109,1370,1140)
divider xyxy=(792,1322,977,1323)
